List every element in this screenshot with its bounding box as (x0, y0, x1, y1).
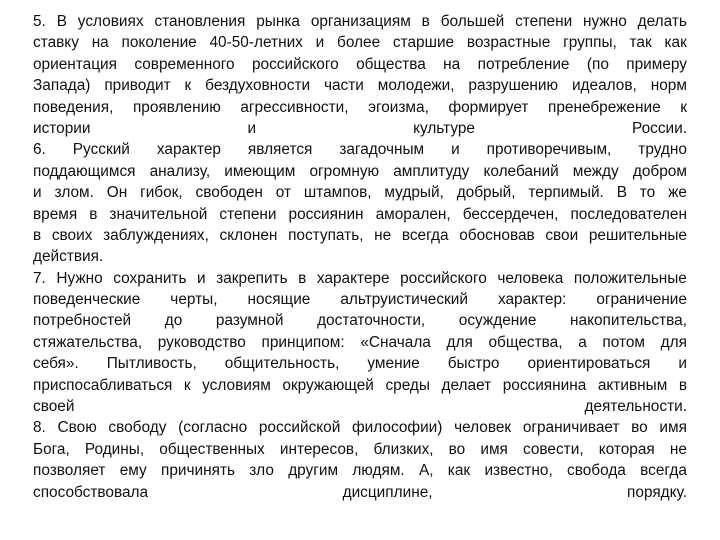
word: окружающей (282, 376, 374, 394)
word: своей (33, 398, 75, 416)
word: колебаний (483, 162, 559, 180)
word: и (33, 184, 42, 202)
text-line (33, 54, 687, 75)
word: свобода (567, 462, 626, 480)
word: эгоизма, (368, 98, 429, 116)
word: от (275, 184, 292, 202)
word: аморален, (375, 205, 451, 223)
word: потребностей (33, 312, 132, 330)
word: Родины, (84, 440, 145, 458)
word: как (664, 34, 687, 52)
word: делать (637, 13, 687, 30)
text-line (33, 332, 687, 353)
word: всегда (401, 226, 449, 244)
word: зло (249, 462, 274, 480)
word: носящие (247, 291, 311, 309)
word: бессердечен, (462, 205, 559, 223)
text-line (33, 310, 687, 331)
word: которая (598, 440, 655, 458)
word: Он (106, 184, 128, 202)
word: решительные (588, 226, 687, 244)
word: обосновав (459, 226, 535, 244)
word: причинять (161, 462, 236, 480)
word: для (660, 333, 687, 351)
text-line (33, 460, 687, 481)
word: примеру (626, 55, 687, 73)
word: амплитуду (393, 162, 470, 180)
word: себя». (33, 355, 79, 373)
word: загадочным (339, 141, 425, 159)
word: анализу, (149, 162, 211, 180)
word: заблуждениях, (103, 226, 209, 244)
text-line (33, 268, 687, 289)
word: Бога, (33, 440, 70, 458)
word: добром (632, 162, 687, 180)
word: характер (156, 141, 221, 159)
word: разрушению (468, 77, 559, 95)
text-line (33, 11, 687, 32)
word: не (374, 226, 392, 244)
text-line (33, 118, 687, 139)
word: российского (400, 269, 487, 287)
word: ограничивает (522, 419, 620, 437)
word: поведенческие (33, 291, 141, 309)
word: 5. (33, 13, 46, 30)
word: ориентация (33, 55, 117, 73)
text-line (33, 396, 687, 417)
word: проявлению (132, 98, 221, 116)
word: степени (515, 13, 573, 30)
word: большей (440, 13, 505, 30)
word: ограничение (596, 291, 687, 309)
word: российского (251, 55, 339, 73)
word: в (421, 13, 430, 30)
word: во (631, 419, 648, 437)
word: положительные (573, 269, 687, 287)
word: значительной (109, 205, 208, 223)
word: бездуховности (205, 77, 311, 95)
word: становления (154, 13, 246, 30)
word: Пытливость, (106, 355, 197, 373)
word: норм (650, 77, 687, 95)
text-line (33, 439, 687, 460)
word: России. (631, 119, 687, 137)
text-line (33, 246, 687, 267)
text-line (33, 75, 687, 96)
word: и (247, 119, 257, 137)
word: современного (134, 55, 235, 73)
text-line (33, 97, 687, 118)
word: Нужно (56, 269, 103, 287)
word: черты, (170, 291, 218, 309)
word: группы, (563, 34, 617, 52)
word: для (446, 333, 473, 351)
text-line (33, 417, 687, 438)
word: закрепить (216, 269, 288, 287)
word: пренебрежение (548, 98, 661, 116)
text-line (33, 289, 687, 310)
word: В (56, 13, 67, 30)
word: время (33, 205, 78, 223)
word: позволяет (33, 462, 106, 480)
word: ставку (33, 34, 79, 52)
word: среды (385, 376, 430, 394)
word: старшие (392, 34, 455, 52)
word: действия. (33, 248, 104, 266)
word: быстро (447, 355, 500, 373)
word: как (447, 462, 471, 480)
word: другим (288, 462, 339, 480)
word: общительность, (224, 355, 340, 373)
word: накопительства, (570, 312, 687, 330)
word: и (451, 141, 460, 159)
word: имеющим (224, 162, 296, 180)
word: «Сначала (360, 333, 431, 351)
word: противоречивым, (486, 141, 612, 159)
word: Русский (72, 141, 130, 159)
word: свободу (108, 419, 167, 437)
word: дисциплине, (342, 483, 433, 501)
word: добрый, (456, 184, 516, 202)
word: а (578, 333, 587, 351)
word: стяжательства, (33, 333, 143, 351)
text-line (33, 161, 687, 182)
word: свои (545, 226, 579, 244)
word: 7. (33, 269, 46, 287)
word: достаточности, (317, 312, 426, 330)
word: человек (454, 419, 512, 437)
word: близких, (373, 440, 434, 458)
word: агрессивности, (240, 98, 349, 116)
word: огромную (309, 162, 380, 180)
text-line (33, 482, 687, 503)
word: формирует (448, 98, 529, 116)
word: на (91, 34, 109, 52)
word: сохранить (113, 269, 187, 287)
word: степени (219, 205, 277, 223)
word: между (572, 162, 619, 180)
word: штампов, (303, 184, 372, 202)
word: условиях (77, 13, 144, 30)
word: руководство (157, 333, 246, 351)
text-line (33, 32, 687, 53)
word: делает (441, 376, 492, 394)
text-line (33, 139, 687, 160)
word: в (678, 376, 687, 394)
word: возрастные (466, 34, 551, 52)
word: 40-50-летних (209, 34, 303, 52)
word: культуре (413, 119, 475, 137)
word: трудно (638, 141, 687, 159)
word: же (668, 184, 687, 202)
word: разумной (215, 312, 284, 330)
word: всегда (640, 462, 687, 480)
word: гибок, (140, 184, 183, 202)
word: Свою (57, 419, 97, 437)
word: деятельности. (584, 398, 687, 416)
word: является (247, 141, 313, 159)
word: поведения, (33, 98, 114, 116)
word: поколение (121, 34, 197, 52)
word: в (89, 205, 98, 223)
word: поддающимся (33, 162, 136, 180)
word: последователен (570, 205, 687, 223)
word: не (669, 440, 687, 458)
word: своих (51, 226, 93, 244)
word: склонен (219, 226, 278, 244)
word: людям. (352, 462, 405, 480)
word: общественных (159, 440, 265, 458)
word: злом. (54, 184, 94, 202)
word: российской (258, 419, 341, 437)
word: и (197, 269, 206, 287)
word: (по (586, 55, 609, 73)
text-line (33, 353, 687, 374)
text-line (33, 204, 687, 225)
word: ему (119, 462, 147, 480)
text-line (33, 225, 687, 246)
word: рынка (256, 13, 300, 30)
word: идеалов, (571, 77, 637, 95)
word: активным (597, 376, 668, 394)
word: приводит (104, 77, 171, 95)
word: ориентироваться (527, 355, 651, 373)
word: условиям (202, 376, 271, 394)
word: истории (33, 119, 91, 137)
word: порядку. (627, 483, 687, 501)
word: организациям (310, 13, 411, 30)
text-line (33, 182, 687, 203)
word: способствовала (33, 483, 149, 501)
word: имя (480, 440, 508, 458)
word: приспосабливаться (33, 376, 173, 394)
word: характер: (497, 291, 567, 309)
word: части (323, 77, 364, 95)
word: известно, (484, 462, 553, 480)
word: (согласно (178, 419, 248, 437)
word: нужно (583, 13, 627, 30)
word: во (448, 440, 466, 458)
word: человека (497, 269, 564, 287)
text-line (33, 375, 687, 396)
word: до (164, 312, 183, 330)
word: терпимый. (528, 184, 604, 202)
word: и (315, 34, 325, 52)
word: потребление (477, 55, 570, 73)
word: на (443, 55, 461, 73)
word: и (678, 355, 687, 373)
word: принципом: (261, 333, 345, 351)
word: молодежи, (377, 77, 455, 95)
word: осуждение (458, 312, 537, 330)
word: то (639, 184, 656, 202)
word: 8. (33, 419, 46, 437)
word: Запада) (33, 77, 91, 95)
word: В (616, 184, 627, 202)
word: потом (602, 333, 645, 351)
word: в (33, 226, 42, 244)
word: 6. (33, 141, 46, 159)
word: поступать, (288, 226, 364, 244)
word: общества, (488, 333, 563, 351)
word: альтруистический (340, 291, 468, 309)
word: свободен (195, 184, 263, 202)
word: более (337, 34, 381, 52)
word: умение (367, 355, 420, 373)
word: к (184, 77, 192, 95)
word: россиянин (288, 205, 364, 223)
word: имя (659, 419, 687, 437)
word: философии) (352, 419, 443, 437)
word: россиянина (502, 376, 587, 394)
word: общества (356, 55, 426, 73)
word: к (680, 98, 687, 116)
word: А, (418, 462, 434, 480)
word: интересов, (279, 440, 359, 458)
word: к (183, 376, 191, 394)
word: характере (316, 269, 390, 287)
body-text (33, 11, 687, 503)
word: в (298, 269, 307, 287)
word: совести, (522, 440, 584, 458)
word: мудрый, (384, 184, 444, 202)
word: так (629, 34, 652, 52)
